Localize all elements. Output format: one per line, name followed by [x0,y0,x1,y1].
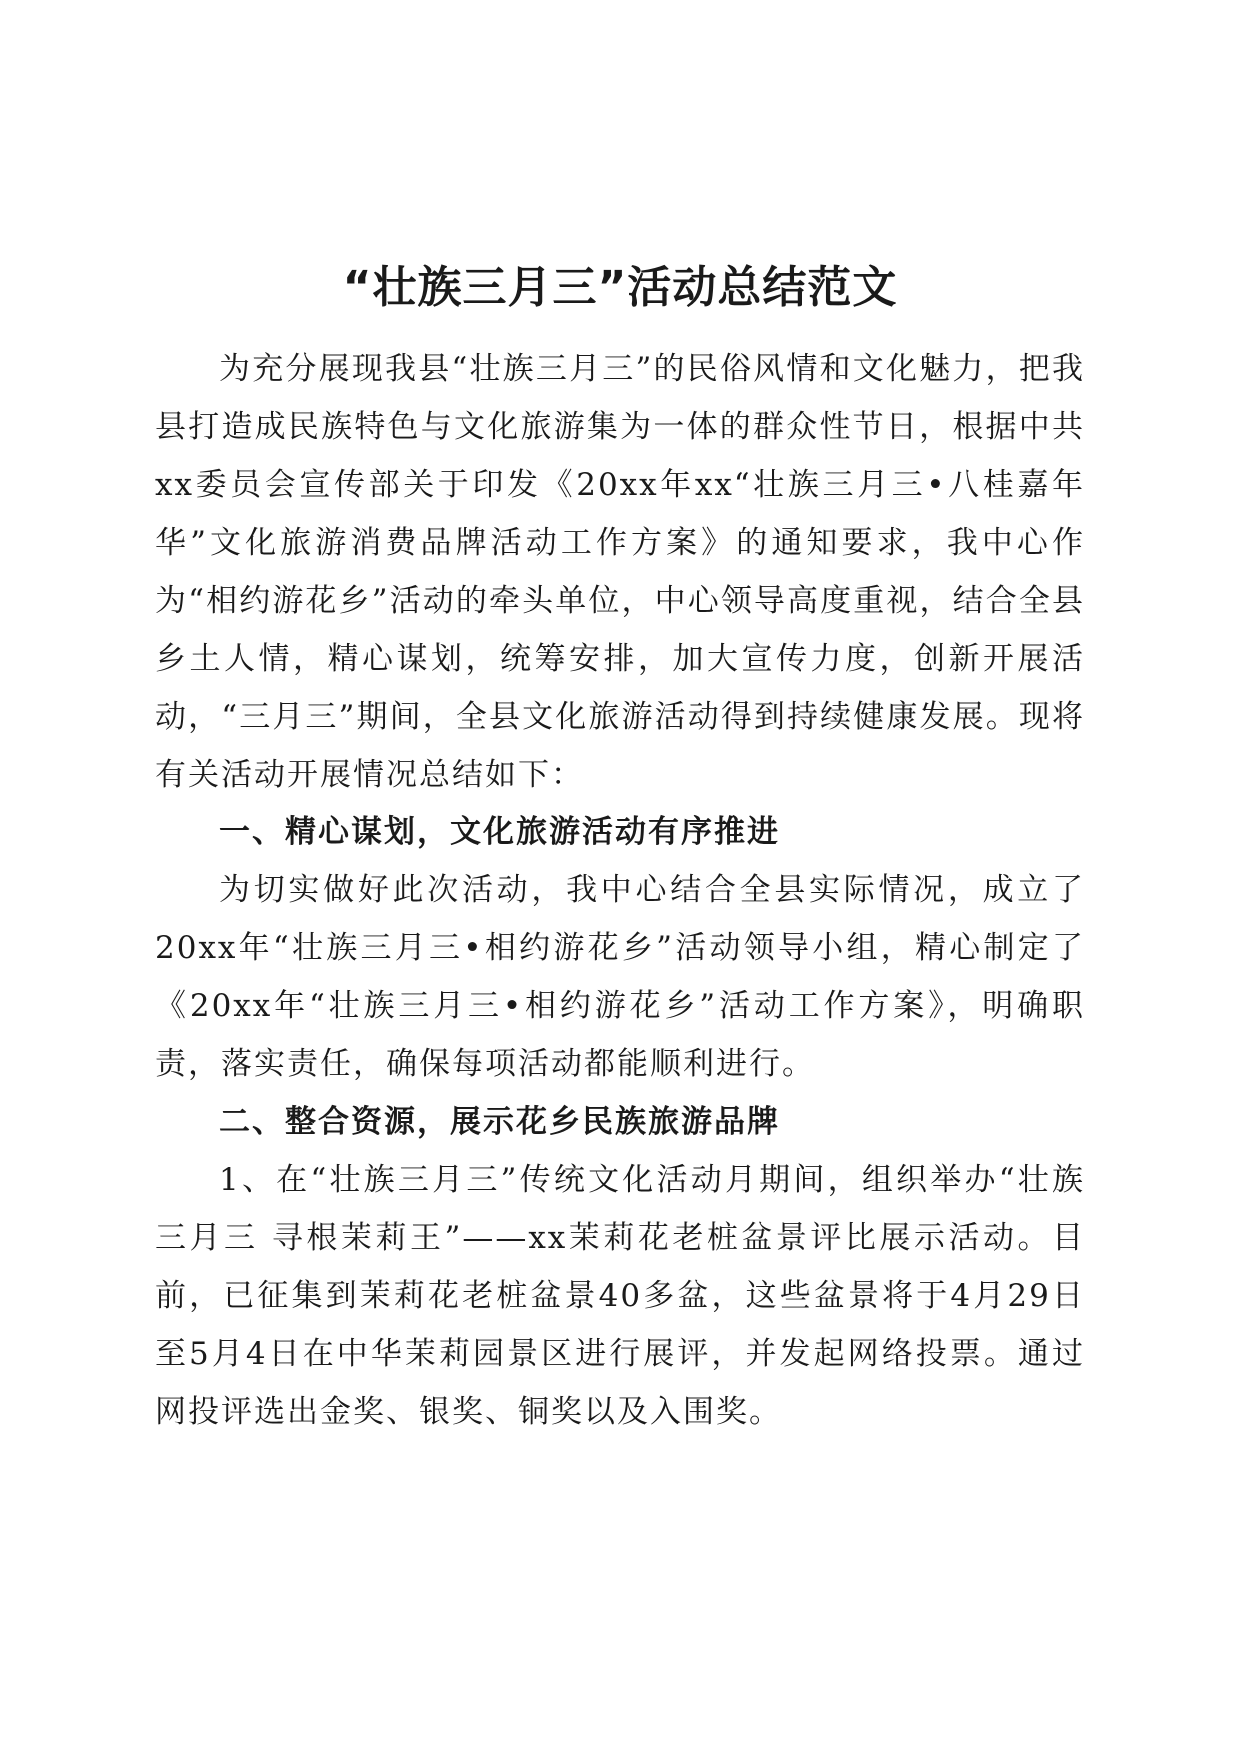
section-heading-2: 二、整合资源，展示花乡民族旅游品牌 [219,1104,780,1140]
section-heading-1: 一、精心谋划，文化旅游活动有序推进 [219,814,780,850]
section-paragraph-1: 为切实做好此次活动，我中心结合全县实际情况，成立了20xx年“壮族三月三•相约游花乡”活动领导小组，精心制定了《20xx年“壮族三月三•相约游花乡”活动工作方案》，明确职责，落实责任，确保每项活动都能顺利进行。 [155,872,1085,1082]
section-paragraph-2: 1、在“壮族三月三”传统文化活动月期间，组织举办“壮族三月三 寻根茉莉王”——xx茉莉花老桩盆景评比展示活动。目前，已征集到茉莉花老桩盆景40多盆，这些盆景将于4月29日至5月4日在中华茉莉园景区进行展评，并发起网络投票。通过网投评选出金奖、银奖、铜奖以及入围奖。 [155,1162,1085,1430]
page-title: “壮族三月三”活动总结范文 [342,262,898,313]
intro-paragraph: 为充分展现我县“壮族三月三”的民俗风情和文化魅力，把我县打造成民族特色与文化旅游集为一体的群众性节日，根据中共xx委员会宣传部关于印发《20xx年xx“壮族三月三•八桂嘉年华”文化旅游消费品牌活动工作方案》的通知要求，我中心作为“相约游花乡”活动的牵头单位，中心领导高度重视，结合全县乡土人情，精心谋划，统筹安排，加大宣传力度，创新开展活动，“三月三”期间，全县文化旅游活动得到持续健康发展。现将有关活动开展情况总结如下： [155,351,1085,793]
